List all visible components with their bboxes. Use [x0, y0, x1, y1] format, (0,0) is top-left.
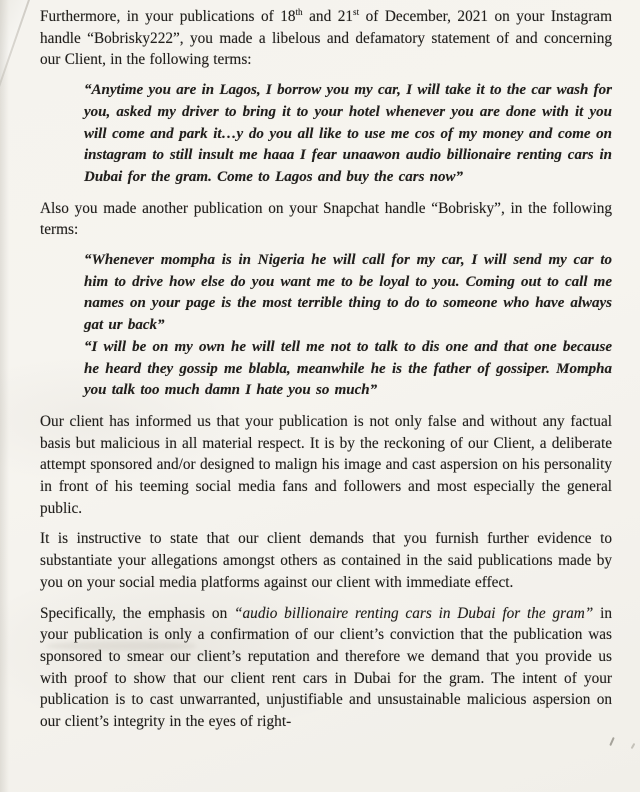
- text-segment: and 21: [302, 8, 354, 25]
- letter-paragraph: [40, 6, 612, 71]
- ordinal-superscript: st: [353, 6, 360, 17]
- page-left-edge-shadow: [0, 0, 9, 792]
- text-segment: “I will be on my own he will tell me not to talk to dis one and that one because he heard they gossip me blabla, meanwhile he is the father of gossiper. Mompha you talk too much damn I hate you so much”: [84, 338, 612, 399]
- quoted-statement: [84, 250, 612, 337]
- text-segment: Specifically, the emphasis on: [40, 604, 235, 622]
- letter-body: [40, 6, 612, 733]
- stray-ink-mark: [609, 737, 614, 746]
- stray-ink-mark: [631, 743, 636, 749]
- text-segment: Our client has informed us that your publication is not only false and without any factual basis but malicious in all material respect. It is by the reckoning of our Client, a deliberate attempt sponsored and/or designed to malign his image and cast aspersion on his personality in front of his teeming social media fans and followers and most especially the general public.: [40, 412, 612, 517]
- letter-paragraph: [40, 528, 612, 593]
- ordinal-superscript: th: [295, 6, 303, 17]
- letter-paragraph: [40, 411, 612, 520]
- text-segment: in your publication is only a confirmation of our client’s conviction that the publication was sponsored to smear our client’s reputation and therefore we demand that you provide us with proof to show that our client rent cars in Dubai for the gram. The intent of your publication is to cast unwarranted, unjustifiable and unsustainable malicious aspersion on our client’s integrity in the eyes of right-: [40, 604, 612, 731]
- letter-paragraph: [40, 603, 612, 733]
- quoted-statement: [84, 80, 612, 189]
- quoted-phrase: “audio billionaire renting cars in Dubai for the gram”: [234, 604, 594, 622]
- text-segment: “Whenever mompha is in Nigeria he will call for my car, I will send my car to him to drive how else do you want me to be loyal to you. Coming out to call me names on your page is the most terrible thing to do to someone who have always gat ur back”: [84, 252, 612, 334]
- letter-paragraph: [40, 198, 612, 241]
- text-segment: It is instructive to state that our client demands that you furnish further evidence to substantiate your allegations amongst others as contained in the said publications made by you on your social media platforms against our client with immediate effect.: [40, 530, 612, 591]
- scan-smudge-artifact: [46, 641, 196, 651]
- text-segment: of December, 2021 on your Instagram handle “Bobrisky222”, you made a libelous and defamatory statement of and concerning our Client, in the following terms:: [40, 8, 612, 69]
- text-segment: Furthermore, in your publications of 18: [40, 8, 296, 25]
- text-segment: “Anytime you are in Lagos, I borrow you my car, I will take it to the car wash for you, asked my driver to bring it to your hotel whenever you are done with it you will come and park it…y do you all like to use me cos of my money and come on instagram to still insult me haaa I fear unaawon audio billionaire renting cars in Dubai for the gram. Come to Lagos and buy the cars now”: [84, 82, 612, 185]
- quoted-statement: [84, 337, 612, 402]
- text-segment: Also you made another publication on your Snapchat handle “Bobrisky”, in the following terms:: [40, 199, 612, 239]
